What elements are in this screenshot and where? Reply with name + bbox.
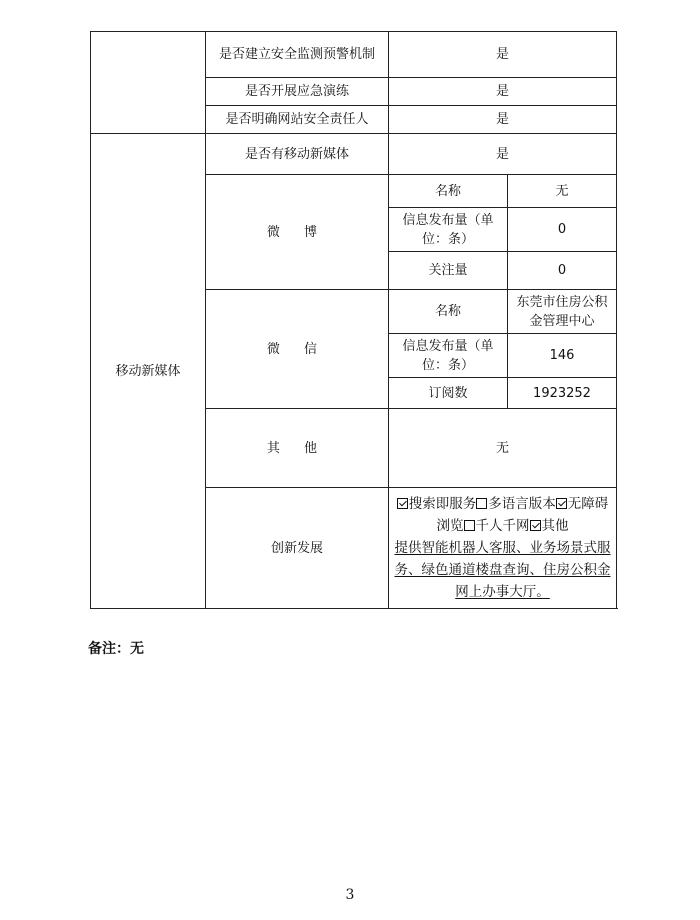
page-number: 3 — [345, 887, 355, 903]
weibo-followers-value: 0 — [508, 252, 617, 290]
wechat-posts-value: 146 — [508, 334, 617, 378]
other-media-value: 无 — [389, 409, 617, 488]
mobile-section-label: 移动新媒体 — [91, 134, 206, 609]
weibo-name-value: 无 — [508, 175, 617, 208]
monitoring-label: 是否建立安全监测预警机制 — [206, 32, 389, 78]
table-row — [91, 134, 617, 175]
option-multilingual: 多语言版本 — [488, 496, 556, 512]
weibo-label: 微 博 — [206, 175, 389, 290]
weibo-posts-value: 0 — [508, 208, 617, 252]
innovation-option — [397, 496, 477, 512]
checkbox-checked-icon — [530, 520, 541, 531]
weibo-name-label: 名称 — [389, 175, 508, 208]
responsible-value: 是 — [389, 106, 617, 134]
wechat-name-value: 东莞市住房公积金管理中心 — [508, 290, 617, 334]
weibo-followers-label: 关注量 — [389, 252, 508, 290]
wechat-subscribers-value: 1923252 — [508, 378, 617, 409]
monitoring-value: 是 — [389, 32, 617, 78]
innovation-option — [464, 518, 530, 534]
wechat-name-label: 名称 — [389, 290, 508, 334]
other-media-label: 其 他 — [206, 409, 389, 488]
has-media-value: 是 — [389, 134, 617, 175]
option-other: 其他 — [541, 518, 569, 534]
innovation-option — [530, 518, 569, 534]
innovation-other-text: 提供智能机器人客服、业务场景式服务、绿色通道楼盘查询、住房公积金网上办事大厅。 — [394, 540, 611, 600]
table-row — [91, 32, 617, 78]
innovation-option — [476, 496, 556, 512]
remark-note: 备注：无 — [88, 641, 144, 657]
option-personalized: 千人千网 — [475, 518, 530, 534]
checkbox-empty-icon — [464, 520, 475, 531]
report-table — [90, 31, 617, 609]
weibo-posts-label: 信息发布量（单位：条） — [389, 208, 508, 252]
drill-label: 是否开展应急演练 — [206, 78, 389, 106]
checkbox-checked-icon — [397, 498, 408, 509]
checkbox-empty-icon — [476, 498, 487, 509]
innovation-content — [389, 488, 617, 609]
wechat-posts-label: 信息发布量（单位：条） — [389, 334, 508, 378]
section-cell-security — [91, 32, 206, 134]
option-accessibility: 无障碍浏览 — [436, 496, 609, 534]
checkbox-checked-icon — [556, 498, 567, 509]
wechat-subscribers-label: 订阅数 — [389, 378, 508, 409]
wechat-label: 微 信 — [206, 290, 389, 409]
has-media-label: 是否有移动新媒体 — [206, 134, 389, 175]
option-search-as-service: 搜索即服务 — [408, 496, 477, 512]
innovation-section-label: 创新发展 — [206, 488, 389, 609]
responsible-label: 是否明确网站安全责任人 — [206, 106, 389, 134]
drill-value: 是 — [389, 78, 617, 106]
